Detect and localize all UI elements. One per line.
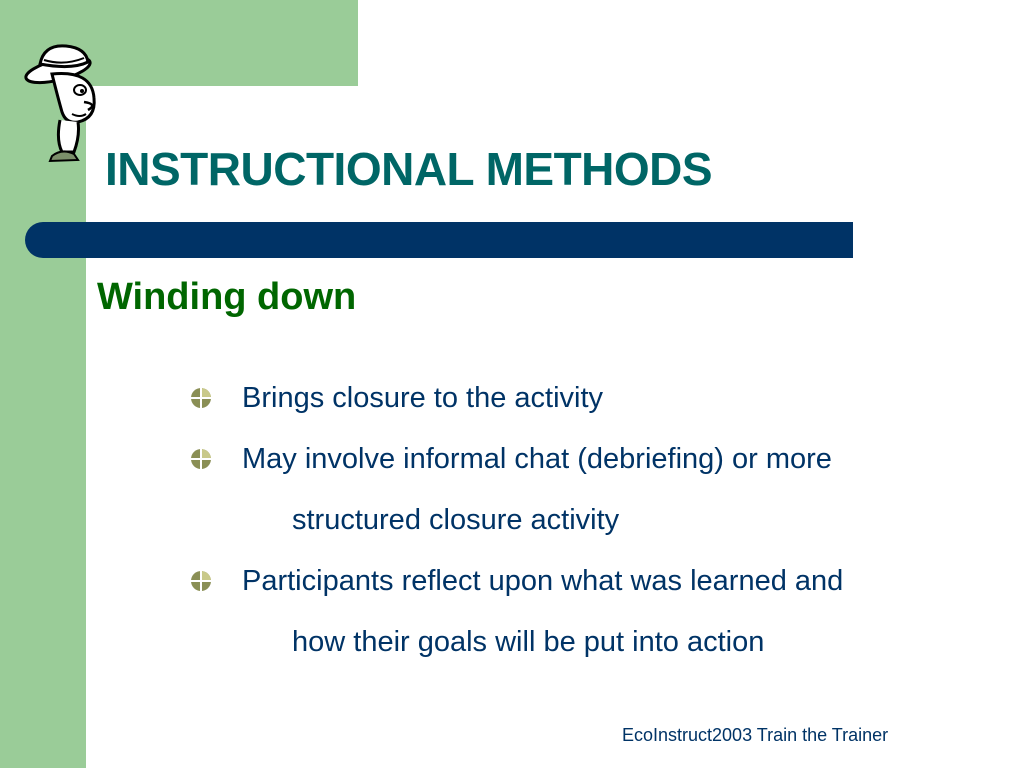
bullet-item (190, 551, 990, 673)
bullet-text-continued: structured closure activity (292, 504, 620, 536)
bullet-item (190, 368, 990, 429)
round-bullet-icon (190, 387, 212, 409)
bullet-text-continued: how their goals will be put into action (292, 626, 765, 658)
bullet-text: Brings closure to the activity (242, 382, 604, 414)
title-divider-bar (25, 222, 853, 258)
round-bullet-icon (190, 448, 212, 470)
slide-title: INSTRUCTIONAL METHODS (105, 143, 713, 195)
slide-subtitle: Winding down (97, 276, 357, 318)
bullet-item (190, 429, 990, 551)
bullet-text: May involve informal chat (debriefing) or more (242, 443, 832, 475)
slide-footer: EcoInstruct2003 Train the Trainer (622, 725, 889, 745)
cartoon-character-logo-icon (22, 40, 106, 164)
bullet-text: Participants reflect upon what was learned and (242, 565, 844, 597)
bullet-list (190, 368, 990, 673)
round-bullet-icon (190, 570, 212, 592)
